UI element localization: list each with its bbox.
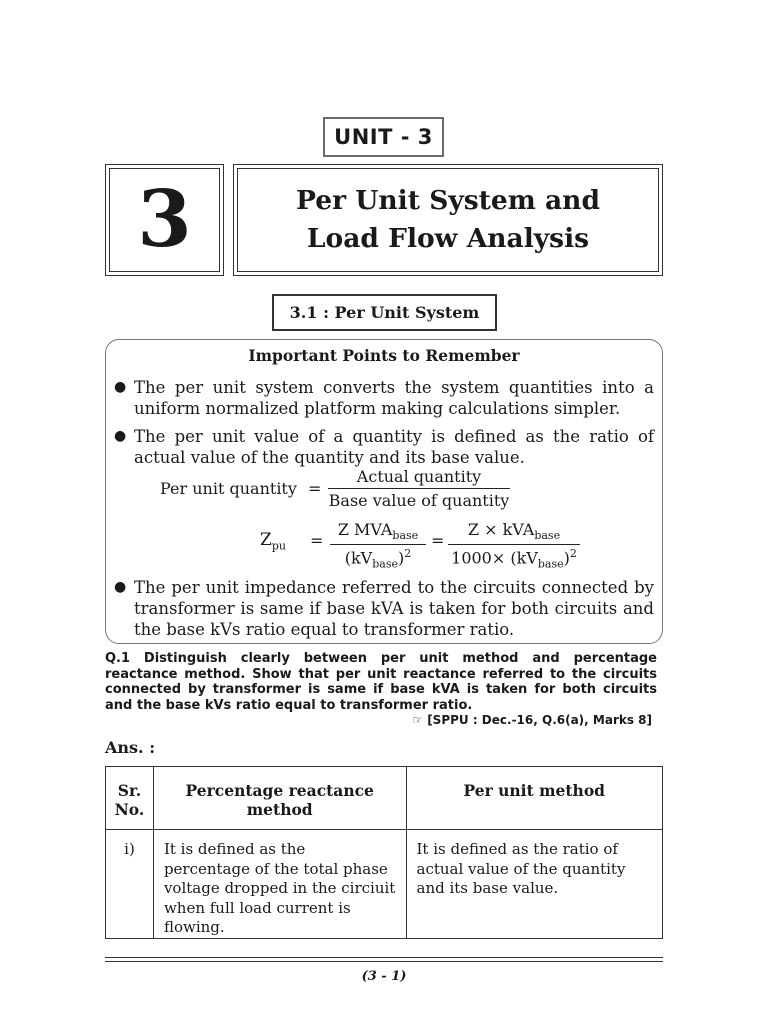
bullet-text: The per unit system converts the system quantities into a uniform normalized platform making calculations simpler. bbox=[134, 378, 654, 418]
chapter-title-line1: Per Unit System and bbox=[296, 185, 600, 216]
important-points-box bbox=[105, 339, 663, 644]
header-percentage-method: Percentage reactance method bbox=[153, 767, 406, 830]
pointing-hand-icon: ☞ bbox=[412, 713, 423, 727]
chapter-number: 3 bbox=[137, 174, 192, 265]
formula1-fraction bbox=[328, 467, 510, 510]
question-source-text: [SPPU : Dec.-16, Q.6(a), Marks 8] bbox=[427, 713, 652, 727]
chapter-title-line2: Load Flow Analysis bbox=[306, 223, 590, 254]
bullet-icon: ● bbox=[114, 579, 127, 595]
cell-percentage: It is defined as the percentage of the total phase voltage dropped in the circiuit when full load current is flowing. bbox=[153, 830, 406, 939]
cell-per-unit: It is defined as the ratio of actual value of the quantity and its base value. bbox=[406, 830, 663, 939]
formula1-equals: = bbox=[308, 479, 322, 498]
table-header-row bbox=[106, 767, 663, 830]
comparison-table bbox=[105, 766, 663, 939]
bullet-icon: ● bbox=[114, 428, 127, 444]
formula2-equals: = bbox=[310, 531, 324, 550]
section-heading-box bbox=[272, 294, 497, 331]
bullet-item bbox=[114, 577, 654, 640]
header-per-unit-method: Per unit method bbox=[406, 767, 663, 830]
important-points-heading: Important Points to Remember bbox=[248, 346, 520, 365]
formula2-frac2-denominator: $1000\times (kV_{base})^2$ bbox=[451, 547, 577, 571]
question-text: Q.1 Distinguish clearly between per unit method and percentage reactance method. Show that per unit reactance referred to the circuits connected by transformer is same if base kVA is taken for both circuits and the base kVs ratio equal to transformer ratio. bbox=[105, 651, 657, 713]
cell-sr: i) bbox=[106, 830, 154, 939]
bullet-icon: ● bbox=[114, 379, 127, 395]
formula2-fraction2 bbox=[448, 520, 580, 571]
bullet-text: The per unit impedance referred to the circuits connected by transformer is same if base kVA is taken for both circuits and the base kVs ratio equal to transformer ratio. bbox=[134, 578, 654, 639]
footer-divider-thin bbox=[105, 961, 663, 962]
bullet-text: The per unit value of a quantity is defined as the ratio of actual value of the quantity and its base value. bbox=[134, 427, 654, 467]
chapter-title-box bbox=[233, 164, 663, 276]
section-heading: 3.1 : Per Unit System bbox=[289, 303, 480, 322]
formula1-numerator: Actual quantity bbox=[328, 467, 510, 489]
formula2-frac2-numerator: Z × kVA$_{base}$ bbox=[448, 520, 580, 545]
unit-label: UNIT - 3 bbox=[334, 125, 433, 149]
formula1-denominator: Base value of quantity bbox=[328, 491, 510, 510]
unit-label-box bbox=[323, 117, 444, 157]
formula1-label: Per unit quantity bbox=[160, 479, 297, 498]
question-source bbox=[412, 713, 652, 727]
formula2-frac1-numerator: Z $MVA_{base}$ bbox=[330, 520, 426, 545]
formula2-fraction1 bbox=[330, 520, 426, 571]
bullet-item bbox=[114, 426, 654, 468]
footer-divider bbox=[105, 957, 663, 958]
header-sr-no: Sr. No. bbox=[106, 767, 154, 830]
table-row bbox=[106, 830, 663, 939]
page-number: (3 - 1) bbox=[361, 969, 407, 984]
bullet-item bbox=[114, 377, 654, 419]
answer-label: Ans. : bbox=[105, 738, 156, 757]
chapter-number-box bbox=[105, 164, 224, 276]
formula2-frac1-denominator: $(kV_{base})^2$ bbox=[344, 547, 412, 571]
formula2-label: $Z_{pu}$ bbox=[260, 530, 286, 553]
formula2-equals2: = bbox=[431, 531, 445, 550]
